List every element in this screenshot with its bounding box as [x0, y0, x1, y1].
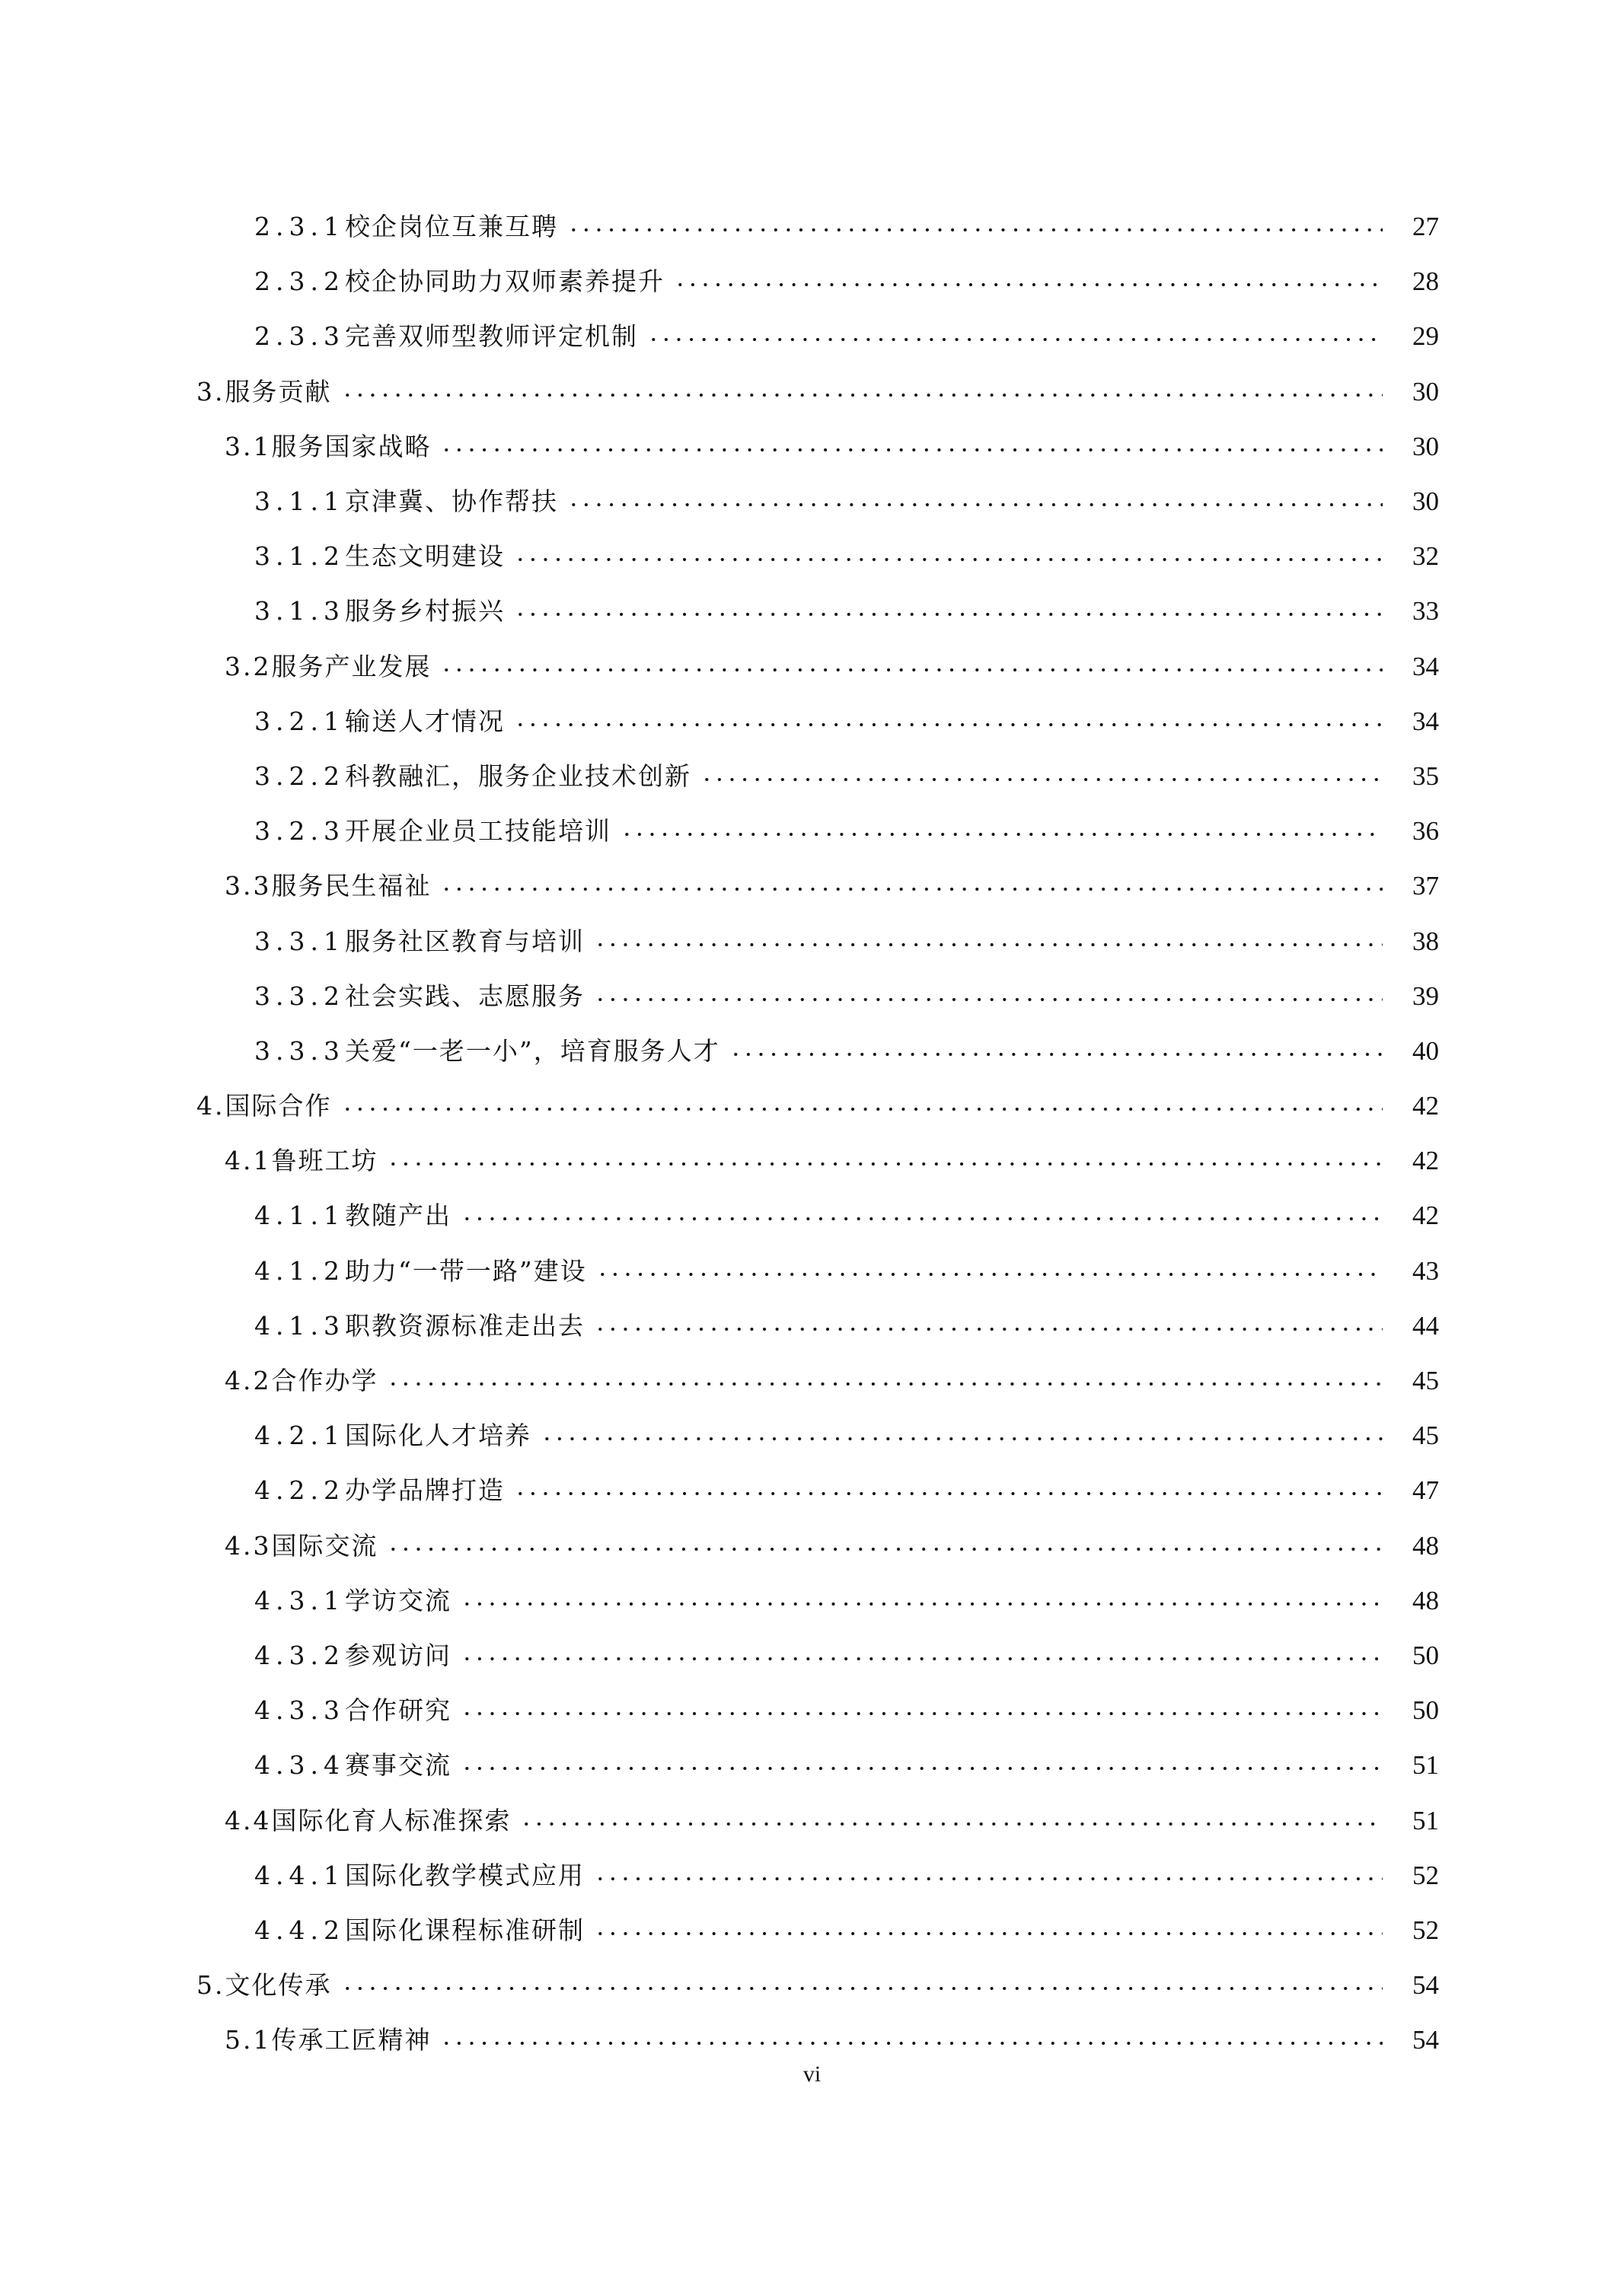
toc-entry-page: 44	[1412, 1310, 1439, 1341]
dot-leader	[440, 2041, 1383, 2046]
toc-entry-title: 国际合作	[225, 1091, 332, 1121]
toc-entry-number: 3.2	[225, 651, 272, 681]
toc-entry-page: 35	[1412, 761, 1439, 791]
toc-entry-number: 4.2.2	[254, 1475, 345, 1506]
toc-entry-number: 4.1.1	[254, 1201, 345, 1231]
toc-entry-page: 54	[1412, 1970, 1439, 2001]
toc-entry[interactable]	[0, 529, 1624, 584]
dot-leader	[341, 1107, 1383, 1111]
dot-leader	[461, 1217, 1383, 1221]
toc-entry[interactable]	[0, 2013, 1624, 2068]
table-of-contents	[0, 199, 1624, 2068]
toc-entry[interactable]	[0, 1188, 1624, 1243]
toc-entry-page: 30	[1412, 486, 1439, 517]
toc-entry-page: 28	[1412, 266, 1439, 297]
toc-entry-page: 40	[1412, 1035, 1439, 1066]
dot-leader	[461, 1711, 1383, 1716]
dot-leader	[567, 228, 1383, 232]
toc-entry-number: 4.3.3	[254, 1695, 345, 1726]
toc-entry-page: 42	[1412, 1146, 1439, 1176]
toc-entry-page: 52	[1412, 1860, 1439, 1890]
toc-entry[interactable]	[0, 365, 1624, 419]
toc-entry-title: 文化传承	[225, 1970, 332, 2001]
toc-entry-title: 国际化课程标准研制	[344, 1915, 585, 1945]
toc-entry-title: 输送人才情况	[344, 706, 505, 736]
toc-entry-title: 国际交流	[271, 1530, 378, 1561]
dot-leader	[387, 1162, 1383, 1166]
toc-entry-number: 3.1.1	[254, 486, 345, 517]
toc-entry-number: 3.2.2	[254, 761, 345, 791]
toc-entry-page: 51	[1412, 1805, 1439, 1835]
toc-entry[interactable]	[0, 1244, 1624, 1299]
toc-entry-number: 4.2	[225, 1366, 272, 1396]
toc-entry-page: 45	[1412, 1421, 1439, 1451]
toc-entry-number: 5.	[196, 1970, 225, 2001]
toc-entry-number: 4.3.2	[254, 1640, 345, 1670]
toc-entry-title: 关爱“一老一小”，培育服务人才	[344, 1035, 720, 1066]
toc-entry[interactable]	[0, 474, 1624, 529]
toc-entry-number: 4.2.1	[254, 1421, 345, 1451]
toc-entry-page: 50	[1412, 1695, 1439, 1726]
toc-entry[interactable]	[0, 199, 1624, 254]
toc-entry-title: 助力“一带一路”建设	[344, 1255, 587, 1286]
toc-entry-title: 学访交流	[344, 1585, 451, 1615]
toc-entry-page: 50	[1412, 1640, 1439, 1670]
toc-entry[interactable]	[0, 914, 1624, 968]
toc-entry[interactable]	[0, 1299, 1624, 1354]
toc-entry-number: 4.	[196, 1091, 225, 1121]
toc-entry-page: 54	[1412, 2025, 1439, 2055]
toc-entry-number: 4.3	[225, 1530, 272, 1561]
toc-entry-number: 4.1.2	[254, 1255, 345, 1286]
toc-entry[interactable]	[0, 749, 1624, 804]
toc-entry-title: 传承工匠精神	[271, 2025, 432, 2055]
toc-entry-page: 48	[1412, 1530, 1439, 1561]
dot-leader	[596, 1272, 1383, 1277]
toc-entry[interactable]	[0, 584, 1624, 639]
toc-entry[interactable]	[0, 1079, 1624, 1134]
toc-entry[interactable]	[0, 419, 1624, 474]
toc-entry[interactable]	[0, 1958, 1624, 2013]
toc-entry[interactable]	[0, 309, 1624, 364]
toc-entry[interactable]	[0, 694, 1624, 749]
dot-leader	[567, 502, 1383, 507]
toc-entry-title: 教随产出	[344, 1201, 451, 1231]
toc-entry[interactable]	[0, 1793, 1624, 1848]
toc-entry[interactable]	[0, 1463, 1624, 1518]
toc-entry-title: 科教融汇，服务企业技术创新	[344, 761, 691, 791]
toc-entry-number: 3.3.3	[254, 1035, 345, 1066]
toc-entry-number: 4.4.2	[254, 1915, 345, 1945]
toc-entry-page: 48	[1412, 1585, 1439, 1615]
toc-entry-page: 34	[1412, 706, 1439, 736]
toc-entry-page: 52	[1412, 1915, 1439, 1945]
toc-entry-title: 参观访问	[344, 1640, 451, 1670]
toc-entry-title: 服务产业发展	[271, 651, 432, 681]
toc-entry-title: 国际化教学模式应用	[344, 1860, 585, 1890]
toc-entry-number: 4.4	[225, 1805, 272, 1835]
toc-entry-title: 国际化人才培养	[344, 1421, 531, 1451]
toc-entry[interactable]	[0, 1738, 1624, 1793]
toc-entry[interactable]	[0, 859, 1624, 914]
dot-leader	[387, 1547, 1383, 1551]
toc-entry-page: 38	[1412, 926, 1439, 956]
toc-entry-page: 36	[1412, 816, 1439, 847]
toc-entry-page: 42	[1412, 1201, 1439, 1231]
toc-entry-number: 2.3.3	[254, 321, 345, 352]
toc-entry-title: 京津冀、协作帮扶	[344, 486, 558, 517]
toc-entry-page: 42	[1412, 1091, 1439, 1121]
dot-leader	[514, 722, 1383, 727]
toc-entry-number: 4.1.3	[254, 1310, 345, 1341]
dot-leader	[461, 1602, 1383, 1606]
toc-entry[interactable]	[0, 1024, 1624, 1079]
toc-entry-number: 2.3.2	[254, 266, 345, 297]
toc-entry-number: 4.3.1	[254, 1585, 345, 1615]
toc-entry-number: 3.	[196, 376, 225, 407]
toc-entry-number: 3.1.2	[254, 541, 345, 572]
toc-entry-title: 职教资源标准走出去	[344, 1310, 585, 1341]
toc-entry-page: 37	[1412, 871, 1439, 901]
toc-entry-number: 4.4.1	[254, 1860, 345, 1890]
toc-entry-title: 校企协同助力双师素养提升	[344, 266, 665, 297]
toc-entry[interactable]	[0, 1134, 1624, 1188]
toc-entry-number: 2.3.1	[254, 212, 345, 242]
dot-leader	[594, 997, 1383, 1002]
toc-entry[interactable]	[0, 1354, 1624, 1408]
toc-entry-page: 43	[1412, 1255, 1439, 1286]
toc-entry-number: 3.3.1	[254, 926, 345, 956]
toc-entry-number: 3.1.3	[254, 596, 345, 627]
dot-leader	[514, 1491, 1383, 1496]
dot-leader	[440, 668, 1383, 672]
page-number: vi	[802, 2062, 822, 2087]
toc-entry[interactable]	[0, 1628, 1624, 1683]
dot-leader	[440, 448, 1383, 452]
toc-entry-number: 3.1	[225, 431, 272, 461]
toc-entry[interactable]	[0, 969, 1624, 1024]
toc-entry-page: 33	[1412, 596, 1439, 627]
toc-entry-page: 29	[1412, 321, 1439, 352]
toc-entry-title: 服务社区教育与培训	[344, 926, 585, 956]
toc-entry-page: 30	[1412, 431, 1439, 461]
toc-entry-title: 完善双师型教师评定机制	[344, 321, 638, 352]
toc-entry-title: 服务民生福祉	[271, 871, 432, 901]
toc-entry-number: 3.3.2	[254, 981, 345, 1011]
dot-leader	[700, 777, 1383, 782]
toc-entry-number: 3.3	[225, 871, 272, 901]
toc-entry-page: 32	[1412, 541, 1439, 572]
dot-leader	[541, 1437, 1383, 1441]
toc-entry[interactable]	[0, 1848, 1624, 1903]
toc-entry-number: 4.3.4	[254, 1750, 345, 1781]
dot-leader	[514, 612, 1383, 617]
dot-leader	[514, 557, 1383, 562]
toc-entry-page: 45	[1412, 1366, 1439, 1396]
toc-entry-page: 47	[1412, 1475, 1439, 1506]
toc-entry-page: 30	[1412, 376, 1439, 407]
toc-entry-number: 3.2.3	[254, 816, 345, 847]
toc-entry-title: 办学品牌打造	[344, 1475, 505, 1506]
toc-entry-number: 4.1	[225, 1146, 272, 1176]
toc-entry-title: 合作研究	[344, 1695, 451, 1726]
toc-entry-title: 鲁班工坊	[271, 1146, 378, 1176]
toc-entry-page: 39	[1412, 981, 1439, 1011]
toc-entry[interactable]	[0, 1408, 1624, 1463]
dot-leader	[461, 1766, 1383, 1771]
dot-leader	[594, 1877, 1383, 1881]
toc-entry-title: 服务国家战略	[271, 431, 432, 461]
toc-entry[interactable]	[0, 1683, 1624, 1738]
toc-entry-title: 合作办学	[271, 1366, 378, 1396]
toc-entry-title: 服务贡献	[225, 376, 332, 407]
toc-entry-page: 27	[1412, 212, 1439, 242]
dot-leader	[594, 1931, 1383, 1936]
toc-entry-title: 社会实践、志愿服务	[344, 981, 585, 1011]
dot-leader	[647, 337, 1383, 342]
toc-entry-number: 3.2.1	[254, 706, 345, 736]
toc-entry-number: 5.1	[225, 2025, 272, 2055]
toc-entry[interactable]	[0, 1903, 1624, 1958]
toc-entry-title: 开展企业员工技能培训	[344, 816, 611, 847]
dot-leader	[594, 1327, 1383, 1331]
toc-entry-title: 生态文明建设	[344, 541, 505, 572]
dot-leader	[520, 1822, 1383, 1826]
toc-entry[interactable]	[0, 639, 1624, 694]
dot-leader	[729, 1052, 1383, 1057]
dot-leader	[621, 832, 1383, 837]
toc-entry[interactable]	[0, 804, 1624, 859]
toc-entry-page: 34	[1412, 651, 1439, 681]
toc-entry-title: 校企岗位互兼互聘	[344, 212, 558, 242]
toc-entry[interactable]	[0, 1574, 1624, 1628]
toc-entry-title: 服务乡村振兴	[344, 596, 505, 627]
toc-entry[interactable]	[0, 1519, 1624, 1574]
dot-leader	[387, 1382, 1383, 1386]
dot-leader	[341, 1986, 1383, 1991]
dot-leader	[341, 393, 1383, 397]
toc-entry-page: 51	[1412, 1750, 1439, 1781]
dot-leader	[594, 942, 1383, 947]
dot-leader	[440, 887, 1383, 891]
dot-leader	[674, 282, 1383, 287]
toc-entry-title: 赛事交流	[344, 1750, 451, 1781]
toc-entry[interactable]	[0, 254, 1624, 309]
dot-leader	[461, 1657, 1383, 1661]
toc-entry-title: 国际化育人标准探索	[271, 1805, 512, 1835]
